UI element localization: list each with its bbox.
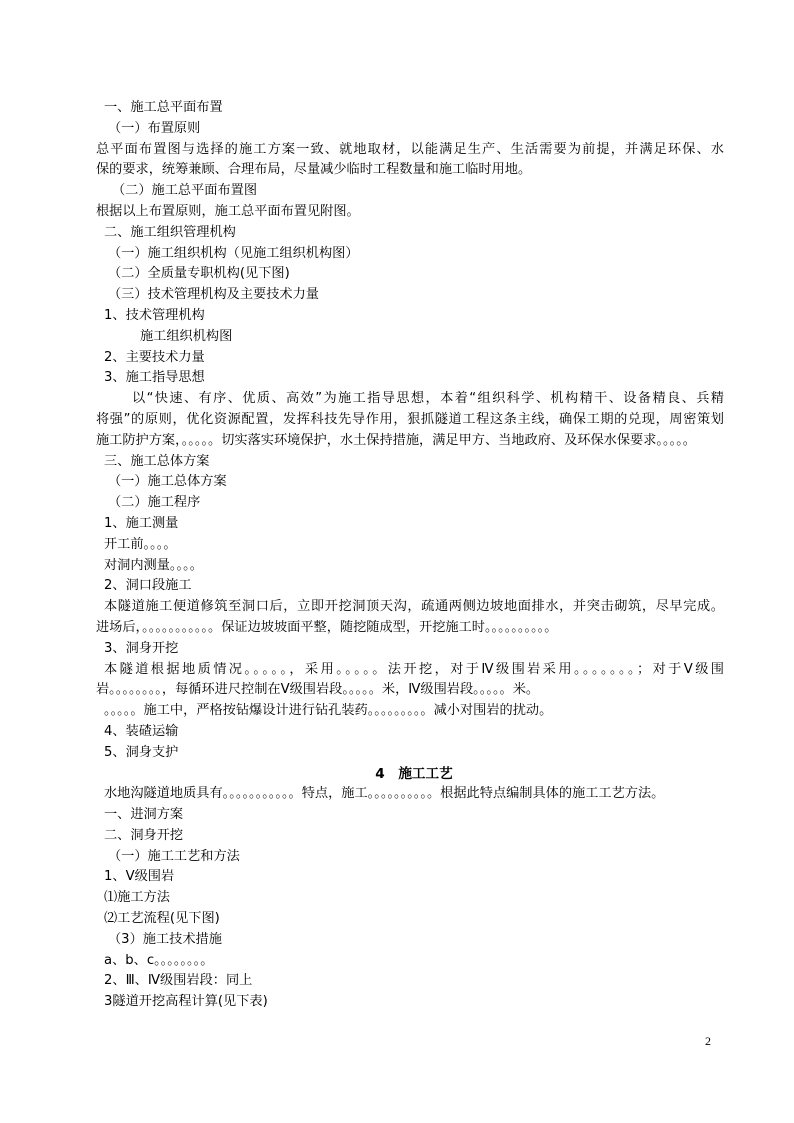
paragraph-tunnel-excavation-line-3: 。。。。。施工中，严格按钻爆设计进行钻孔装药。。。。。。。。。减小对围岩的扰动。 bbox=[104, 703, 553, 719]
item-main-technical-force: 2、主要技术力量 bbox=[104, 349, 205, 365]
item-process-flow: ⑵工艺流程(见下图) bbox=[104, 911, 220, 927]
subheading-quality-organization: （二）全质量专职机构(见下图) bbox=[108, 266, 290, 282]
item-muck-transport: 4、装碴运输 bbox=[104, 723, 179, 739]
paragraph-portal-section-line-2: 进场后，。。。。。。。。。。。保证边坡坡面平整，随挖随成型，开挖施工时。。。。。。。。。。 bbox=[96, 619, 558, 635]
item-portal-section-construction: 2、洞口段施工 bbox=[104, 578, 192, 594]
document-body bbox=[96, 98, 724, 1013]
heading-general-construction-plan: 三、施工总体方案 bbox=[104, 453, 210, 469]
item-elevation-calculation: 3隧道开挖高程计算(见下表) bbox=[104, 994, 268, 1010]
subheading-construction-procedure: （二）施工程序 bbox=[108, 495, 201, 511]
item-grade-iii-iv-rock: 2、Ⅲ、Ⅳ级围岩段：同上 bbox=[104, 973, 253, 989]
paragraph-construction-process-intro: 水地沟隧道地质具有。。。。。。。。。。。特点，施工。。。。。。。。。。根据此特点编制具体的施工工艺方法。 bbox=[104, 786, 665, 802]
subheading-process-and-method: （一）施工工艺和方法 bbox=[108, 848, 240, 864]
paragraph-tunnel-survey: 对洞内测量。。。。 bbox=[104, 557, 203, 573]
item-guiding-principle: 3、施工指导思想 bbox=[104, 370, 205, 386]
item-construction-method: ⑴施工方法 bbox=[104, 890, 170, 906]
paragraph-portal-section-line-1: 本隧道施工便道修筑至洞口后，立即开挖洞顶天沟，疏通两侧边坡地面排水，并突击砌筑，尽早完成。 bbox=[104, 599, 724, 615]
page-number: 2 bbox=[705, 1034, 711, 1048]
paragraph-before-construction: 开工前。。。。 bbox=[104, 536, 177, 552]
subheading-technical-management: （三）技术管理机构及主要技术力量 bbox=[108, 287, 319, 303]
item-technical-measures: （3）施工技术措施 bbox=[108, 931, 222, 947]
paragraph-layout-principles-line-2: 保的要求，统筹兼顾、合理布局，尽量减少临时工程数量和施工临时用地。 bbox=[96, 162, 532, 178]
item-construction-survey: 1、施工测量 bbox=[104, 515, 179, 531]
paragraph-tunnel-excavation-line-1: 本隧道根据地质情况。。。。。，采用。。。。。法开挖，对于Ⅳ级围岩采用。。。。。。。；对于Ⅴ级围 bbox=[104, 661, 724, 677]
paragraph-guiding-principle-line-2: 将强”的原则，优化资源配置，发挥科技先导作用，狠抓隧道工程这条主线，确保工期的兑现，周密策划 bbox=[96, 411, 724, 427]
paragraph-layout-principles-line-1: 总平面布置图与选择的施工方案一致、就地取材，以能满足生产、生活需要为前提，并满足环保、水 bbox=[96, 141, 724, 157]
item-abc-list: a、b、c。。。。。。。。 bbox=[104, 952, 214, 968]
subheading-general-construction-plan: （一）施工总体方案 bbox=[108, 474, 227, 490]
paragraph-tunnel-excavation-line-2: 岩。。。。。。。。，每循环进尺控制在Ⅴ级围岩段。。。。。米，Ⅳ级围岩段。。。。。米。 bbox=[96, 682, 540, 698]
item-technical-management-organization: 1、技术管理机构 bbox=[104, 307, 205, 323]
heading-general-layout: 一、施工总平面布置 bbox=[104, 100, 223, 115]
paragraph-general-layout-drawing: 根据以上布置原则，施工总平面布置见附图。 bbox=[96, 203, 360, 219]
heading-entry-plan: 一、进洞方案 bbox=[104, 807, 184, 823]
subheading-general-layout-drawing: （二）施工总平面布置图 bbox=[112, 183, 258, 199]
paragraph-guiding-principle-line-3: 施工防护方案，。。。。。切实落实环境保护，水土保持措施，满足甲方、当地政府、及环保水保要求。。。。。 bbox=[96, 432, 696, 448]
heading-tunnel-excavation-process: 二、洞身开挖 bbox=[104, 827, 184, 843]
paragraph-guiding-principle-line-1: 以“快速、有序、优质、高效”为施工指导思想，本着“组织科学、机构精干、设备精良、兵精 bbox=[132, 391, 724, 407]
subheading-layout-principles: （一）布置原则 bbox=[108, 120, 201, 136]
section-title-construction-process: 4 施工工艺 bbox=[375, 765, 453, 782]
subheading-construction-organization: （一）施工组织机构（见施工组织机构图） bbox=[108, 245, 359, 261]
item-tunnel-support: 5、洞身支护 bbox=[104, 744, 179, 760]
heading-management-organization: 二、施工组织管理机构 bbox=[104, 224, 236, 240]
item-tunnel-excavation: 3、洞身开挖 bbox=[104, 640, 179, 656]
item-grade-v-rock: 1、Ⅴ级围岩 bbox=[104, 869, 175, 885]
caption-organization-chart: 施工组织机构图 bbox=[140, 328, 233, 344]
